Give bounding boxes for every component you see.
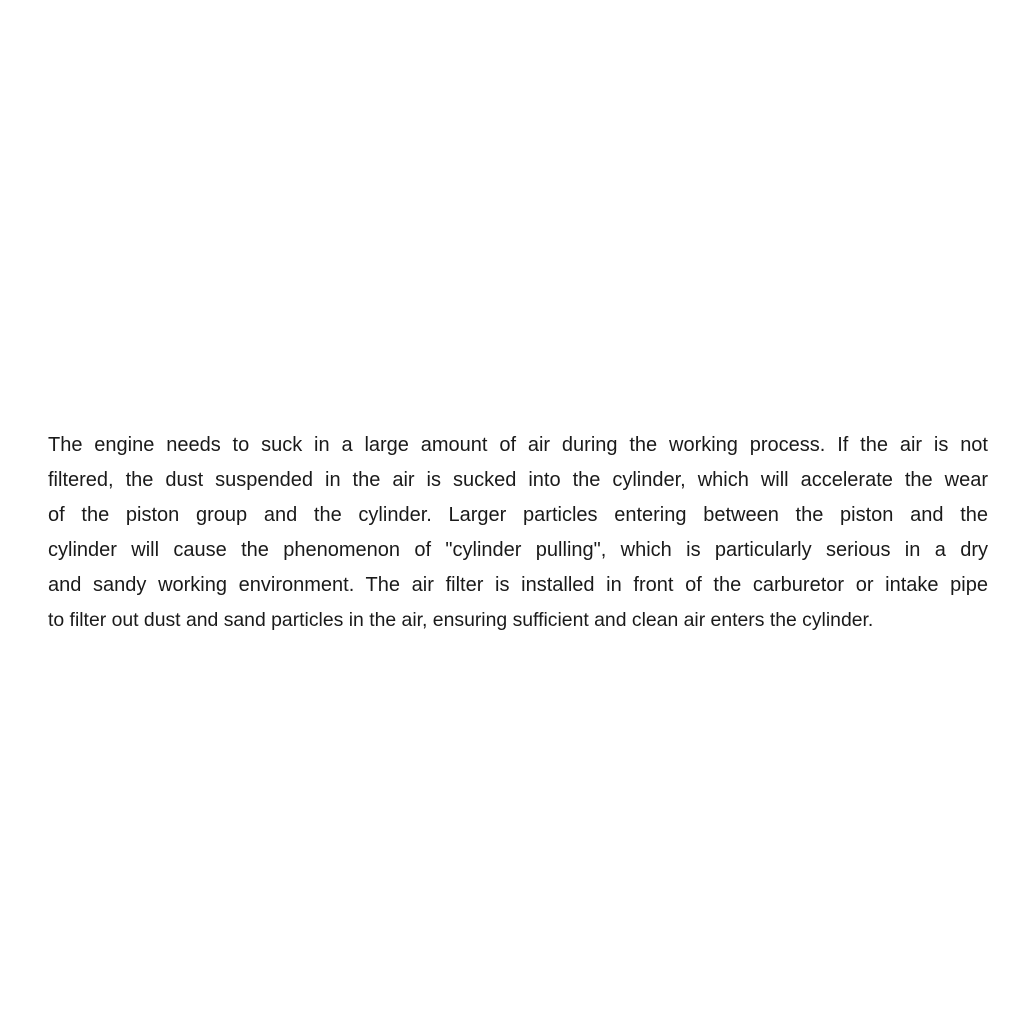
paragraph-line-5: and sandy working environment. The air filter is installed in front of the carburetor or intake pipe xyxy=(48,574,988,596)
paragraph-line-6: to filter out dust and sand particles in the air, ensuring sufficient and clean air enters the cylinder. xyxy=(48,609,874,631)
paragraph-line-3: of the piston group and the cylinder. Larger particles entering between the piston and the xyxy=(48,504,988,526)
paragraph-line-2: filtered, the dust suspended in the air is sucked into the cylinder, which will accelerate the wear xyxy=(48,469,988,491)
body-paragraph xyxy=(48,428,988,638)
paragraph-line-1: The engine needs to suck in a large amount of air during the working process. If the air is not xyxy=(48,434,988,456)
paragraph-line-4: cylinder will cause the phenomenon of "cylinder pulling", which is particularly serious in a dry xyxy=(48,539,988,561)
